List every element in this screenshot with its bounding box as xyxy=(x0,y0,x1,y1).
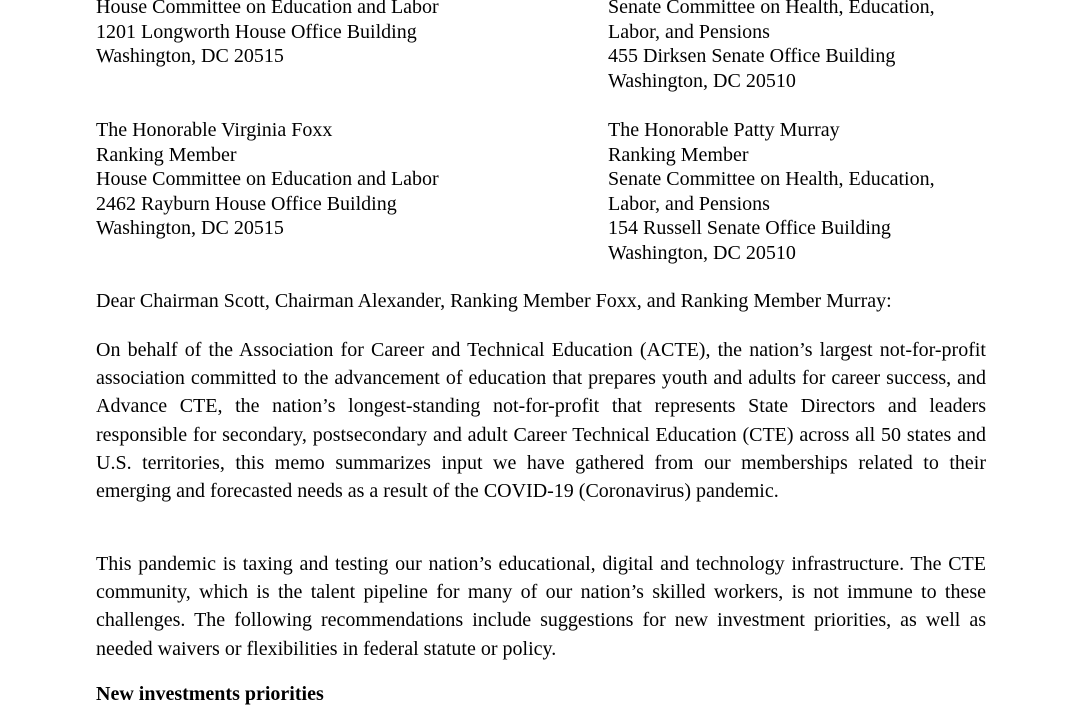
address-line: Washington, DC 20515 xyxy=(96,45,284,67)
address-line: House Committee on Education and Labor xyxy=(96,168,439,190)
address-line: 455 Dirksen Senate Office Building xyxy=(608,45,896,67)
address-line: Ranking Member xyxy=(96,143,237,166)
address-line: Labor, and Pensions xyxy=(608,192,770,215)
address-line: The Honorable Patty Murray xyxy=(608,119,840,141)
address-senate-committee xyxy=(608,0,935,93)
address-line: Senate Committee on Health, Education, xyxy=(608,0,935,18)
address-line: Washington, DC 20510 xyxy=(608,69,796,92)
body-paragraph: On behalf of the Association for Career and Technical Education (ACTE), the nation’s largest not-for-profit association committed to the advancement of education that prepares youth and adults for career success, and Advance CTE, the nation’s longest-standing not-for-profit that represents State Directors and leaders responsible for secondary, postsecondary and adult Career Technical Education (CTE) across all 50 states and U.S. territories, this memo summarizes input we have gathered from our memberships related to their emerging and forecasted needs as a result of the COVID-19 (Coronavirus) pandemic. xyxy=(96,339,986,503)
address-line: Senate Committee on Health, Education, xyxy=(608,168,935,190)
address-line: The Honorable Virginia Foxx xyxy=(96,119,333,141)
address-house-committee xyxy=(96,0,439,69)
address-line: Washington, DC 20510 xyxy=(608,241,796,264)
address-virginia-foxx xyxy=(96,118,439,241)
address-line: Washington, DC 20515 xyxy=(96,217,284,239)
address-patty-murray xyxy=(608,118,935,265)
address-line: Ranking Member xyxy=(608,143,749,166)
address-line: 1201 Longworth House Office Building xyxy=(96,20,417,43)
address-line: 154 Russell Senate Office Building xyxy=(608,217,891,239)
address-line: Labor, and Pensions xyxy=(608,20,770,43)
salutation: Dear Chairman Scott, Chairman Alexander, Ranking Member Foxx, and Ranking Member Murray: xyxy=(96,290,892,312)
address-line: House Committee on Education and Labor xyxy=(96,0,439,18)
address-line: 2462 Rayburn House Office Building xyxy=(96,192,397,215)
section-heading: New investments priorities xyxy=(96,683,324,705)
body-paragraph: This pandemic is taxing and testing our nation’s educational, digital and technology infrastructure. The CTE community, which is the talent pipeline for many of our nation’s skilled workers, is not immune to these challenges. The following recommendations include suggestions for new investment priorities, as well as needed waivers or flexibilities in federal statute or policy. xyxy=(96,553,986,660)
